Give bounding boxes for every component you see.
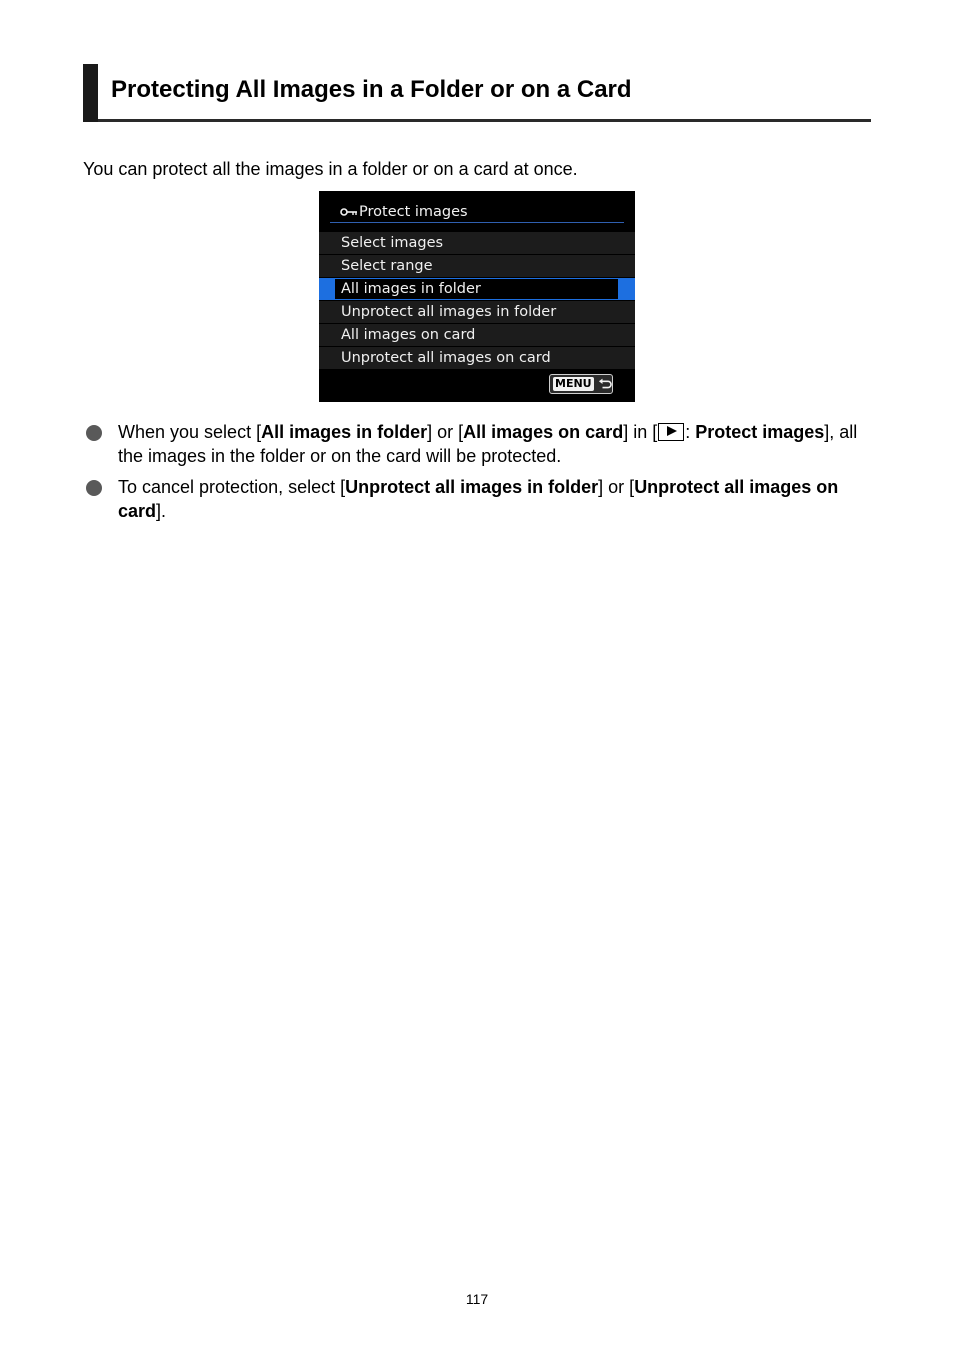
menu-item-label: All images on card	[341, 327, 476, 343]
text-span: ] or [	[598, 477, 635, 497]
menu-item-label: Select images	[341, 235, 444, 251]
bullet-icon	[86, 425, 102, 441]
menu-item-label: Select range	[341, 258, 433, 274]
menu-item-label: Unprotect all images on card	[341, 350, 551, 366]
menu-reference: All images in folder	[261, 422, 428, 442]
menu-reference: Unprotect all images in folder	[345, 477, 599, 497]
bullet-item-protect	[86, 420, 876, 468]
menu-item-all-images-in-folder[interactable]	[319, 278, 635, 300]
screen-title-label: Protect images	[359, 204, 468, 220]
menu-item-label: All images in folder	[335, 279, 618, 299]
menu-reference: Protect images	[695, 422, 825, 442]
menu-reference: Unprotect all images on card	[118, 477, 839, 521]
bullet-text	[118, 475, 876, 523]
screen-title	[340, 202, 468, 222]
menu-reference: All images on card	[463, 422, 624, 442]
text-span: ].	[156, 501, 167, 521]
return-arrow-icon	[598, 377, 612, 391]
bullet-item-unprotect	[86, 475, 876, 523]
menu-item-select-range[interactable]	[319, 255, 635, 277]
text-span: ], all the images in the folder or on the card will be protected.	[118, 422, 858, 466]
section-heading	[83, 64, 871, 122]
text-span: ] or [	[427, 422, 464, 442]
protect-menu-list	[319, 232, 635, 370]
playback-icon	[658, 423, 684, 441]
page-title: Protecting All Images in a Folder or on a Card	[111, 76, 632, 103]
menu-item-unprotect-all-in-folder[interactable]	[319, 301, 635, 323]
text-span: When you select [	[118, 422, 262, 442]
key-icon	[340, 207, 358, 217]
intro-paragraph: You can protect all the images in a folder or on a card at once.	[83, 159, 578, 179]
camera-screen-illustration	[319, 191, 635, 402]
title-divider	[330, 222, 624, 223]
menu-item-select-images[interactable]	[319, 232, 635, 254]
bullet-icon	[86, 480, 102, 496]
text-span: :	[685, 422, 696, 442]
text-span: ] in [	[623, 422, 658, 442]
page-number: 117	[465, 1291, 489, 1307]
menu-button-label: MENU	[555, 377, 592, 390]
bullet-text	[118, 420, 876, 468]
menu-item-unprotect-all-on-card[interactable]	[319, 347, 635, 369]
menu-back-button[interactable]	[549, 374, 613, 394]
menu-item-all-images-on-card[interactable]	[319, 324, 635, 346]
text-span: To cancel protection, select [	[118, 477, 346, 497]
menu-item-label: Unprotect all images in folder	[341, 304, 557, 320]
heading-accent-bar	[83, 64, 98, 122]
